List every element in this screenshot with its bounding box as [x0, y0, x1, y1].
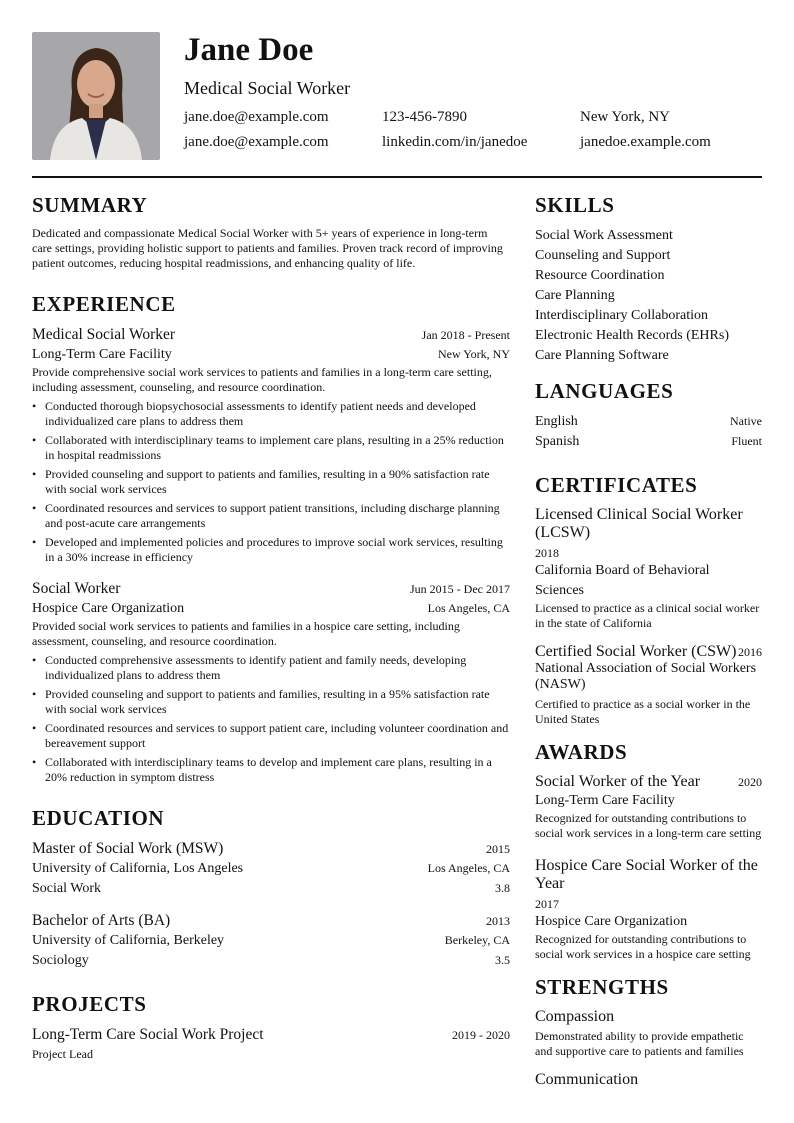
language-name: English [535, 414, 578, 429]
certificates-section [535, 472, 762, 727]
certificate-issuer: National Association of Social Workers (NASW) [535, 661, 757, 692]
list-item: • Provided counseling and support to patients and families, resulting in a 90% satisfaction rate with social work services [32, 467, 510, 497]
section-heading: AWARDS [535, 740, 628, 764]
list-item: • Provided counseling and support to patients and families, resulting in a 95% satisfaction rate with social work services [32, 687, 510, 717]
degree: Master of Social Work (MSW) [32, 840, 224, 857]
award-entry [535, 857, 762, 962]
strengths-section [535, 974, 762, 1089]
job-description: Provided social work services to patients and families in a hospice care setting, including assessment, counseling, and resource coordination. [32, 619, 460, 648]
school: University of California, Los Angeles [32, 861, 244, 876]
language-name: Spanish [535, 434, 580, 449]
project-name: Long-Term Care Social Work Project [32, 1026, 264, 1043]
contact-email[interactable]: jane.doe@example.com [184, 109, 329, 125]
candidate-name: Jane Doe [184, 32, 314, 68]
certificate-name: Certified Social Worker (CSW) [535, 643, 737, 660]
header-divider [32, 176, 762, 178]
certificate-year: 2018 [535, 546, 559, 560]
strength-name: Compassion [535, 1008, 615, 1025]
school: University of California, Berkeley [32, 933, 225, 948]
resume-header [32, 32, 762, 160]
skill-item: Care Planning Software [535, 348, 669, 363]
right-column [535, 192, 762, 1109]
education-entry [32, 839, 510, 899]
projects-section [32, 991, 510, 1062]
job-entry [32, 325, 510, 565]
candidate-title: Medical Social Worker [184, 78, 351, 98]
list-item: • Developed and implemented policies and procedures to improve social work services, resulting in a 30% increase in efficiency [32, 535, 510, 565]
strength-desc: Demonstrated ability to provide empathetic and supportive care to patients and families [535, 1029, 744, 1058]
section-heading: SKILLS [535, 193, 615, 217]
skill-item: Care Planning [535, 288, 615, 303]
skills-section [535, 192, 762, 366]
award-year: 2020 [738, 775, 762, 789]
list-item: • Collaborated with interdisciplinary teams to implement care plans, resulting in a 25% reduction in hospital readmissions [32, 433, 510, 463]
skill-item: Interdisciplinary Collaboration [535, 308, 709, 323]
list-item: • Coordinated resources and services to support patient care, including volunteer coordination and bereavement support [32, 721, 510, 751]
certificate-entry [535, 506, 762, 631]
certificate-entry [535, 643, 762, 727]
job-title: Social Worker [32, 580, 121, 597]
field: Social Work [32, 881, 101, 896]
section-heading: SUMMARY [32, 193, 148, 217]
contact-linkedin[interactable]: linkedin.com/in/janedoe [382, 134, 528, 150]
education-entry [32, 911, 510, 971]
language-level: Fluent [731, 434, 762, 448]
certificate-issuer: California Board of Behavioral Sciences [535, 563, 710, 598]
contact-location: New York, NY [580, 109, 671, 125]
edu-location: Los Angeles, CA [427, 861, 510, 875]
strength-entry [535, 1008, 762, 1059]
award-desc: Recognized for outstanding contributions to social work services in a long-term care setting [535, 811, 762, 840]
job-bullets [32, 653, 510, 785]
award-org: Long-Term Care Facility [535, 793, 675, 808]
field: Sociology [32, 953, 89, 968]
strength-name: Communication [535, 1071, 639, 1088]
section-heading: EXPERIENCE [32, 292, 176, 316]
certificate-desc: Licensed to practice as a clinical social worker in the state of California [535, 601, 760, 630]
languages-section [535, 378, 762, 452]
award-year: 2017 [535, 897, 559, 911]
section-heading: EDUCATION [32, 806, 165, 830]
edu-location: Berkeley, CA [444, 933, 510, 947]
contact-email-2[interactable]: jane.doe@example.com [184, 134, 329, 150]
certificate-name: Licensed Clinical Social Worker (LCSW) [535, 506, 743, 541]
job-org: Hospice Care Organization [32, 601, 185, 616]
job-bullets [32, 399, 510, 565]
contact-phone[interactable]: 123-456-7890 [382, 109, 467, 125]
skill-item: Social Work Assessment [535, 228, 673, 243]
job-location: Los Angeles, CA [427, 601, 510, 615]
left-column [32, 192, 510, 1109]
skill-item: Resource Coordination [535, 268, 665, 283]
certificate-desc: Certified to practice as a social worker in the United States [535, 697, 751, 726]
experience-section [32, 291, 510, 785]
strength-entry [535, 1071, 762, 1089]
summary-text: Dedicated and compassionate Medical Social Worker with 5+ years of experience in long-term care settings, providing holistic support to patients and families. Proven track record of improving patient outcomes, reducing hospital readmissions, and enhancing quality of life. [32, 226, 503, 270]
edu-year: 2015 [486, 842, 510, 856]
degree: Bachelor of Arts (BA) [32, 912, 171, 929]
award-name: Social Worker of the Year [535, 773, 701, 790]
list-item: • Conducted thorough biopsychosocial assessments to identify patient needs and developed individualized care plans to address them [32, 399, 510, 429]
profile-photo [32, 32, 160, 160]
gpa: 3.5 [495, 953, 510, 967]
language-level: Native [730, 414, 762, 428]
job-entry [32, 579, 510, 785]
job-dates: Jan 2018 - Present [421, 328, 510, 342]
section-heading: STRENGTHS [535, 975, 669, 999]
project-dates: 2019 - 2020 [452, 1028, 510, 1042]
skill-item: Electronic Health Records (EHRs) [535, 328, 729, 343]
awards-section [535, 739, 762, 962]
contact-list [184, 108, 762, 151]
award-org: Hospice Care Organization [535, 914, 688, 929]
contact-website[interactable]: janedoe.example.com [580, 134, 711, 150]
job-org: Long-Term Care Facility [32, 347, 172, 362]
job-description: Provide comprehensive social work services to patients and families in a long-term care setting, including assessment, counseling, and resource coordination. [32, 365, 492, 394]
summary-section [32, 192, 510, 271]
skill-item: Counseling and Support [535, 248, 671, 263]
list-item: • Conducted comprehensive assessments to identify patient and family needs, developing individualized plans to address them [32, 653, 510, 683]
award-name: Hospice Care Social Worker of the Year [535, 857, 758, 892]
award-entry [535, 773, 762, 841]
job-title: Medical Social Worker [32, 326, 176, 343]
award-desc: Recognized for outstanding contributions to social work services in a hospice care setting [535, 932, 751, 961]
certificate-year: 2016 [738, 645, 762, 659]
gpa: 3.8 [495, 881, 510, 895]
section-heading: PROJECTS [32, 992, 147, 1016]
job-location: New York, NY [437, 347, 510, 361]
job-dates: Jun 2015 - Dec 2017 [410, 582, 510, 596]
edu-year: 2013 [486, 914, 510, 928]
list-item: • Collaborated with interdisciplinary teams to develop and implement care plans, resulting in a 20% reduction in symptom distress [32, 755, 510, 785]
section-heading: LANGUAGES [535, 379, 674, 403]
project-role: Project Lead [32, 1047, 93, 1061]
section-heading: CERTIFICATES [535, 473, 698, 497]
education-section [32, 805, 510, 971]
list-item: • Coordinated resources and services to support patient transitions, including discharge planning and post-acute care arrangements [32, 501, 510, 531]
